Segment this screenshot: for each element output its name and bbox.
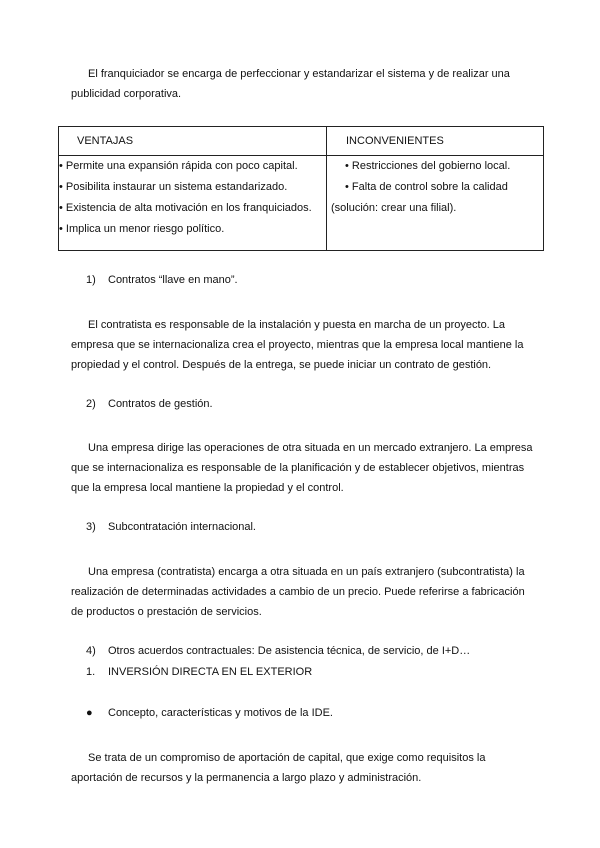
ventaja-item: • Existencia de alta motivación en los franquiciados. xyxy=(59,202,312,214)
inconveniente-item: • Falta de control sobre la calidad xyxy=(345,181,508,193)
item-2-heading xyxy=(86,398,213,410)
item-number: 4) xyxy=(86,645,96,657)
header-inconvenientes: INCONVENIENTES xyxy=(327,127,544,156)
bullet-dot: ● xyxy=(86,707,93,719)
section-number: 1. xyxy=(86,666,96,678)
section-title: INVERSIÓN DIRECTA EN EL EXTERIOR xyxy=(108,666,313,678)
item-title: Contratos de gestión. xyxy=(108,398,213,410)
inconveniente-item: • Restricciones del gobierno local. xyxy=(345,160,511,172)
item-number: 2) xyxy=(86,398,96,410)
ventajas-inconvenientes-table xyxy=(58,126,544,251)
bullet-text: Concepto, características y motivos de la IDE. xyxy=(108,707,333,719)
item-title: Contratos “llave en mano”. xyxy=(108,274,238,286)
paragraph-llave-en-mano: El contratista es responsable de la instalación y puesta en marcha de un proyecto. La empresa que se internacionaliza crea el proyecto, mientras que la empresa local mantiene la propiedad y el control. Después de la entrega, se puede iniciar un contrato de gestión. xyxy=(71,319,524,371)
paragraph-ide: Se trata de un compromiso de aportación de capital, que exige como requisitos la aportación de recursos y la permanencia a largo plazo y administración. xyxy=(71,752,486,784)
ventaja-item: • Implica un menor riesgo político. xyxy=(59,223,225,235)
ventaja-item: • Permite una expansión rápida con poco capital. xyxy=(59,160,298,172)
bullet-item xyxy=(86,707,333,719)
paragraph-subcontratacion: Una empresa (contratista) encarga a otra situada en un país extranjero (subcontratista) la realización de determinadas actividades a cambio de un precio. Puede referirse a fabricación de productos o prestación de servicios. xyxy=(71,566,525,618)
header-ventajas: VENTAJAS xyxy=(59,127,327,156)
inconveniente-item: (solución: crear una filial). xyxy=(331,202,457,214)
intro-paragraph: El franquiciador se encarga de perfeccionar y estandarizar el sistema y de realizar una publicidad corporativa. xyxy=(71,68,510,100)
section-heading-ide xyxy=(86,666,312,678)
paragraph-gestion: Una empresa dirige las operaciones de otra situada en un mercado extranjero. La empresa que se internacionaliza es responsable de la planificación y de establecer objetivos, mientras que la empresa local mantiene la propiedad y el control. xyxy=(71,442,533,494)
item-3-heading xyxy=(86,521,256,533)
item-title: Otros acuerdos contractuales: De asistencia técnica, de servicio, de I+D… xyxy=(108,645,471,657)
item-4-heading xyxy=(86,645,470,657)
item-title: Subcontratación internacional. xyxy=(108,521,256,533)
item-number: 3) xyxy=(86,521,96,533)
ventaja-item: • Posibilita instaurar un sistema estandarizado. xyxy=(59,181,288,193)
item-1-heading xyxy=(86,274,238,286)
ventajas-cell xyxy=(59,156,327,251)
inconvenientes-cell xyxy=(327,156,544,251)
item-number: 1) xyxy=(86,274,96,286)
